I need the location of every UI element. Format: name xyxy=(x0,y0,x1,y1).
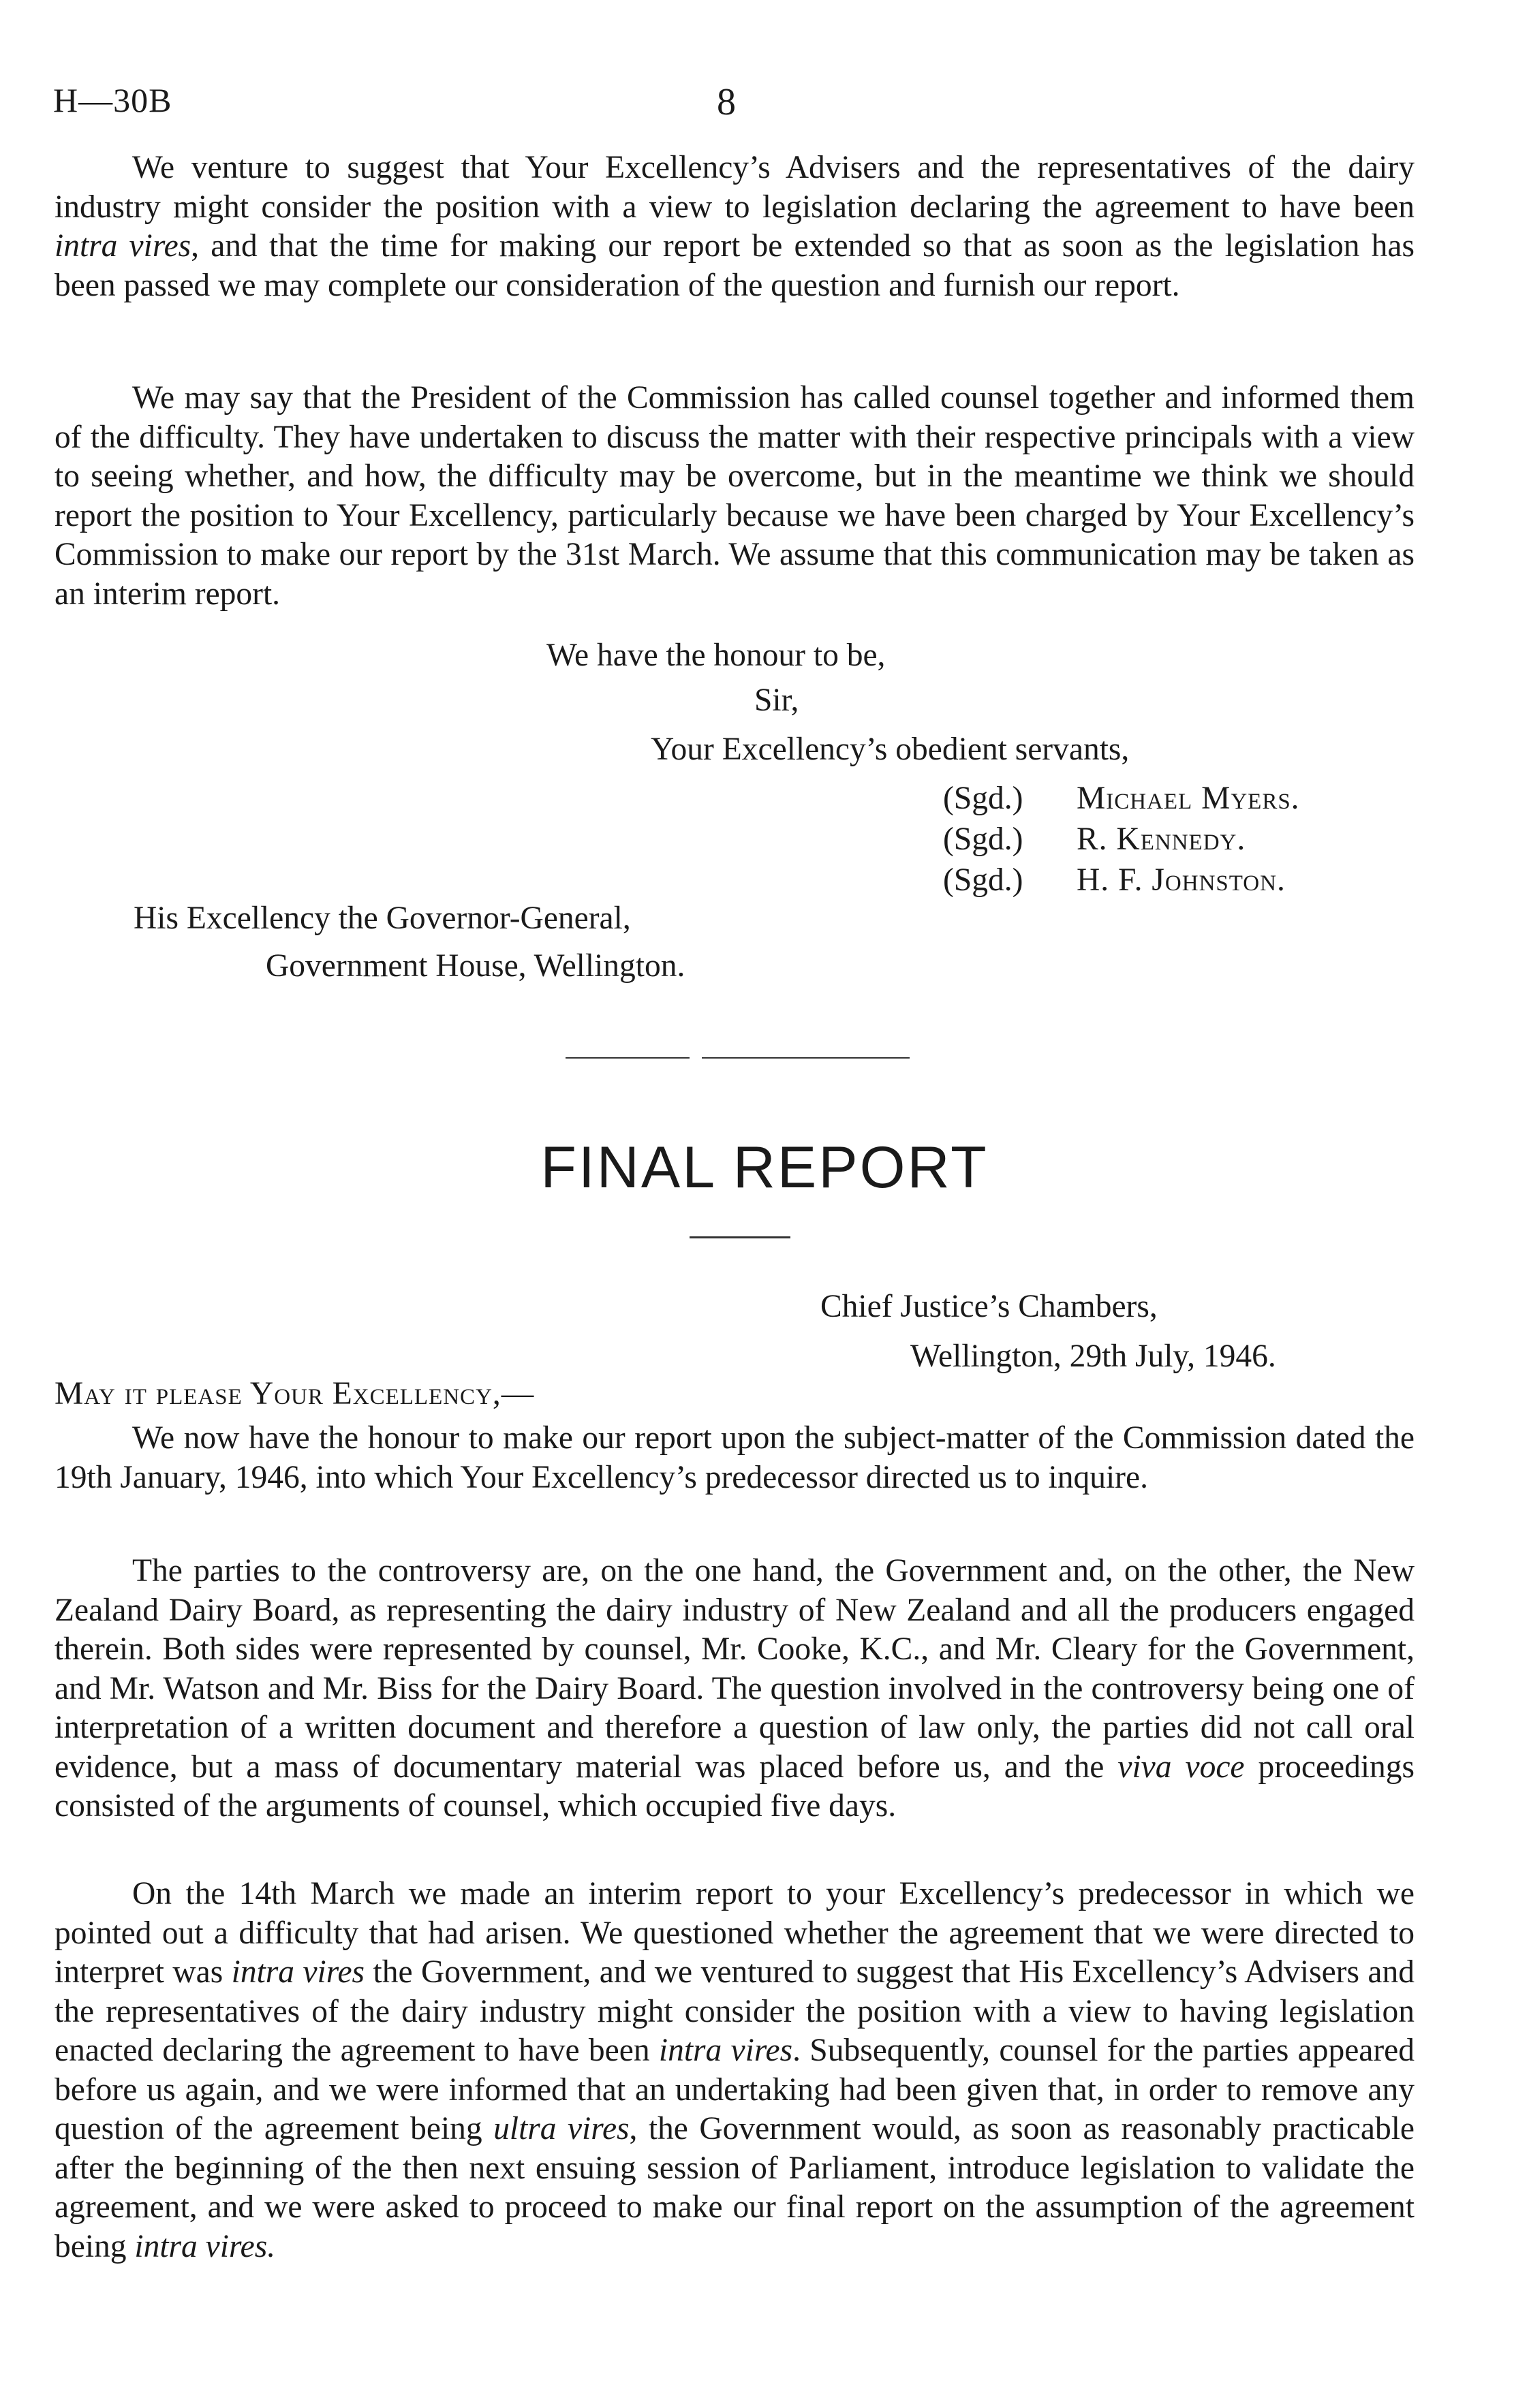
italic-term: intra vires. xyxy=(134,2228,276,2264)
closing-servants: Your Excellency’s obedient servants, xyxy=(651,732,1130,767)
signatory-name: R. Kennedy. xyxy=(1077,822,1246,857)
report-place: Chief Justice’s Chambers, xyxy=(820,1289,1158,1324)
letter-paragraph-1: We venture to suggest that Your Excellency’s Advisers and the representatives of the dairy industry might consider the position with a view to legislation declaring the agreement to have been intra vires, and that the time for making our report be extended so that as soon as the legislation has been passed we may complete our consideration of the question and furnish our report. xyxy=(55,150,1415,303)
document-reference: H—30B xyxy=(53,81,172,119)
italic-term: viva voce xyxy=(1117,1749,1245,1785)
addressee-line: His Excellency the Governor-General, xyxy=(134,901,631,936)
signatory-row: (Sgd.) Michael Myers. xyxy=(943,781,1300,816)
report-date: Wellington, 29th July, 1946. xyxy=(910,1339,1276,1374)
italic-term: intra vires xyxy=(231,1954,365,1990)
italic-term: ultra vires xyxy=(493,2111,630,2146)
report-paragraph-2: The parties to the controversy are, on the one hand, the Government and, on the other, the New Zealand Dairy Board, as representing the dairy industry of New Zealand and all the producers engaged therein. Both sides were represented by counsel, Mr. Cooke, K.C., and Mr. Cleary for the Government, and Mr. Watson and Mr. Biss for the Dairy Board. The question involved in the controversy being one of interpretation of a written document and therefore a question of law only, the parties did not call oral evidence, but a mass of documentary material was placed before us, and the viva voce proceedings consisted of the arguments of counsel, which occupied five days. xyxy=(55,1553,1415,1824)
page-number: 8 xyxy=(717,81,736,123)
signatory-row: (Sgd.) R. Kennedy. xyxy=(943,822,1246,857)
divider-rule xyxy=(566,1057,690,1059)
closing-line: We have the honour to be, xyxy=(546,638,886,673)
report-paragraph-3: On the 14th March we made an interim report to your Excellency’s predecessor in which we pointed out a difficulty that had arisen. We questioned whether the agreement that we were directed to interpret was intra vires the Government, and we ventured to suggest that His Excellency’s Advisers and the representatives of the dairy industry might consider the position with a view to having legislation enacted declaring the agreement to have been intra vires. Subsequently, counsel for the parties appeared before us again, and we were informed that an undertaking had been given that, in order to remove any question of the agreement being ultra vires, the Government would, as soon as reasonably practicable after the beginning of the then next ensuing session of Parliament, introduce legislation to validate the agreement, and we were asked to proceed to make our final report on the assumption of the agreement being intra vires. xyxy=(55,1876,1415,2264)
title-underline xyxy=(690,1236,790,1238)
italic-term: intra vires xyxy=(658,2033,793,2068)
signatory-row: (Sgd.) H. F. Johnston. xyxy=(943,862,1286,898)
addressee-line: Government House, Wellington. xyxy=(266,948,685,984)
letter-paragraph-2: We may say that the President of the Commission has called counsel together and informed them of the difficulty. They have undertaken to discuss the matter with their respective principals with a view to seeing whether, and how, the difficulty may be overcome, but in the meantime we think we should report the position to Your Excellency, particularly because we have been charged by Your Excellency’s Commission to make our report by the 31st March. We assume that this communication may be taken as an interim report. xyxy=(55,380,1415,612)
section-title: FINAL REPORT xyxy=(540,1135,989,1200)
signatory-name: H. F. Johnston. xyxy=(1077,862,1286,898)
divider-rule xyxy=(702,1057,910,1059)
salutation: May it please Your Excellency,— xyxy=(55,1376,535,1411)
italic-term: intra vires xyxy=(55,228,191,264)
signatory-name: Michael Myers. xyxy=(1077,781,1300,816)
closing-salutation: Sir, xyxy=(754,683,799,718)
report-paragraph-1: We now have the honour to make our report upon the subject-matter of the Commission dated the 19th January, 1946, into which Your Excellency’s predecessor directed us to inquire. xyxy=(55,1420,1415,1495)
